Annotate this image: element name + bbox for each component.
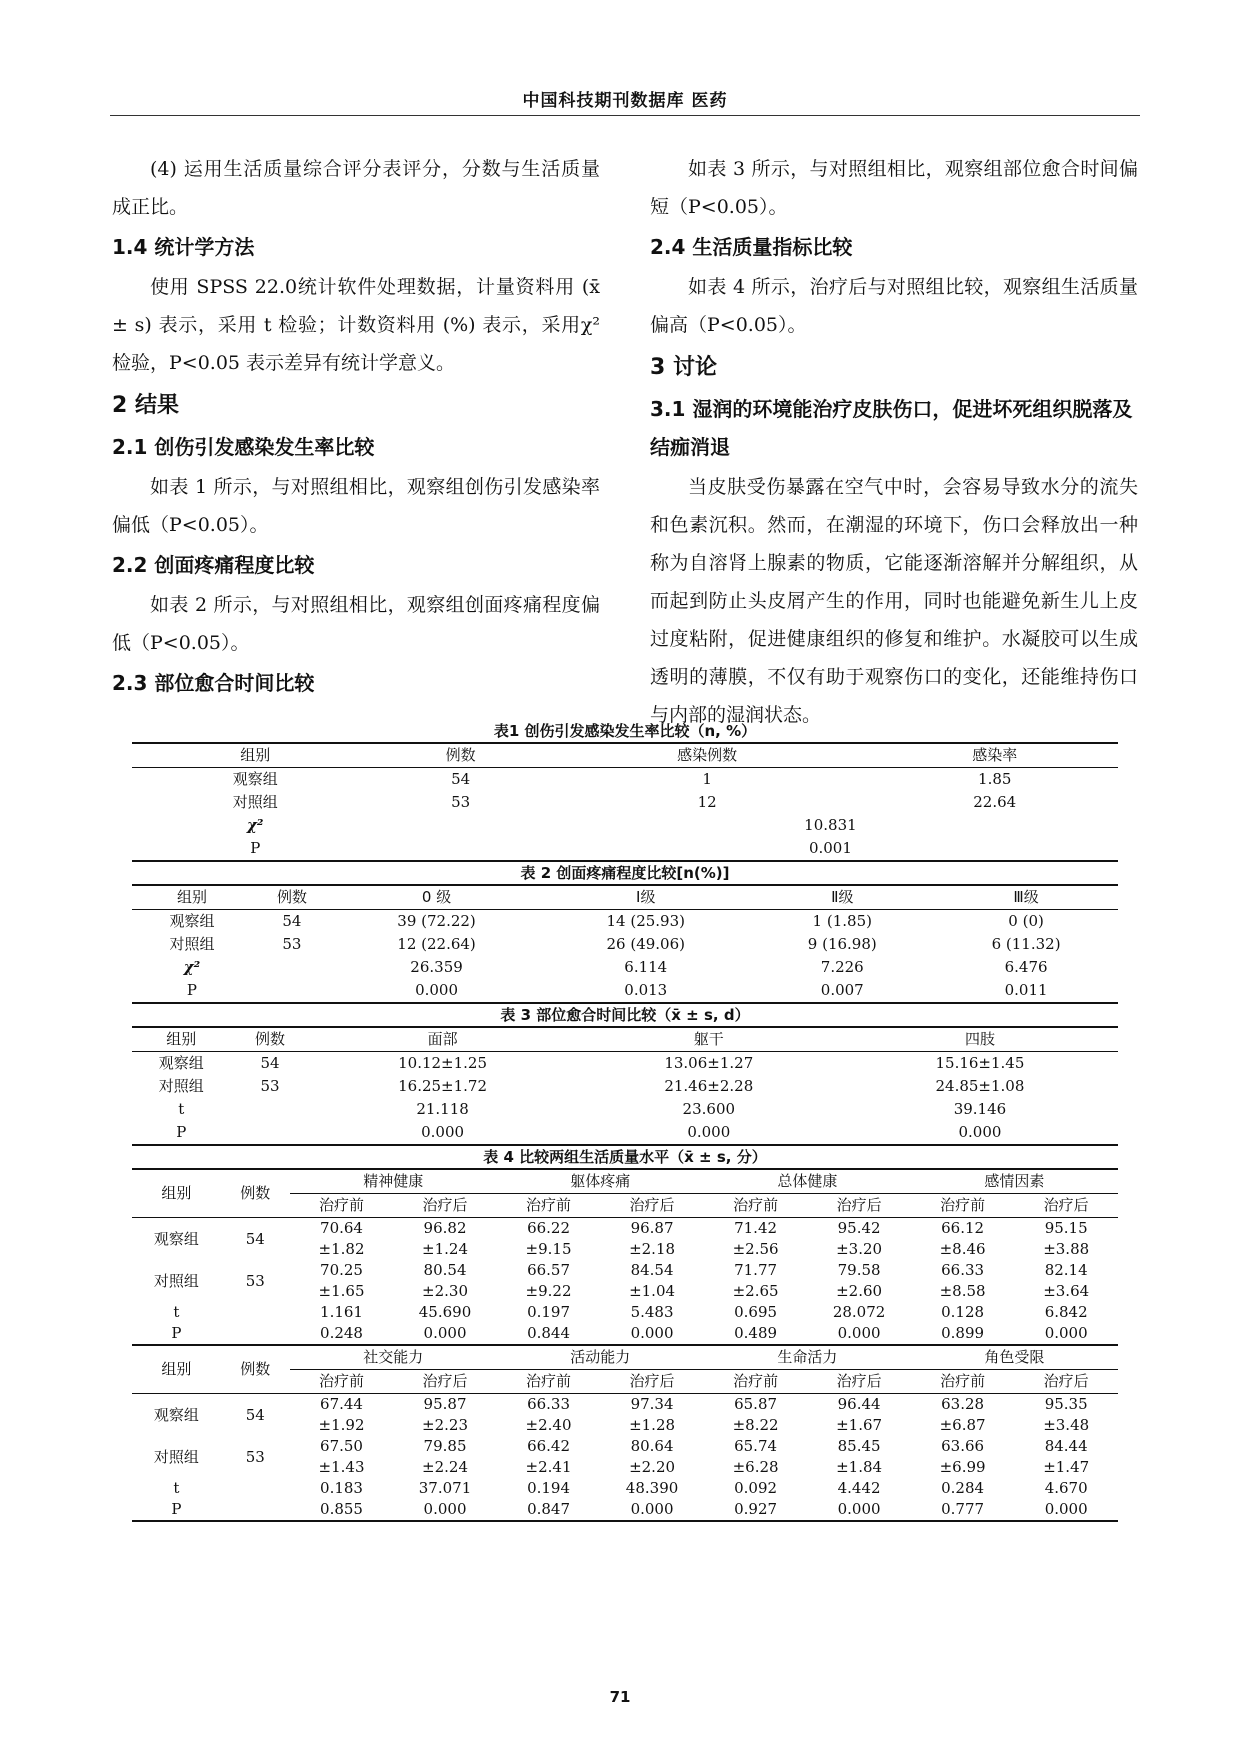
table-header: Ⅲ级 [934, 885, 1118, 910]
table-cell: 0.013 [541, 979, 750, 1003]
table-cell: 7.226 [820, 958, 864, 976]
table-cell: ±2.65 [732, 1282, 779, 1300]
table-cell: 95.87 [423, 1395, 467, 1413]
table-cell: 66.57 [527, 1261, 571, 1279]
table-cell: χ² [247, 816, 264, 834]
table-cell: 80.54 [423, 1261, 467, 1279]
table-cell: 治疗前 [290, 1194, 394, 1218]
table-cell: 0.284 [941, 1479, 985, 1497]
table-cell: 感情因素 [911, 1169, 1118, 1194]
left-column [112, 150, 600, 704]
table-header: Ⅰ级 [541, 885, 750, 910]
table-cell: 治疗后 [807, 1370, 911, 1394]
table-header: 组别 [132, 1027, 231, 1052]
table-row [132, 1478, 1118, 1499]
table-cell: 28.072 [832, 1303, 886, 1321]
paragraph: 如表 2 所示，与对照组相比，观察组创面疼痛程度偏低（P<0.05）。 [112, 594, 600, 654]
table-cell [252, 956, 332, 979]
table-cell: 0.844 [527, 1324, 571, 1342]
table-cell: 24.85±1.08 [935, 1077, 1025, 1095]
table-cell: 45.690 [418, 1303, 472, 1321]
table-caption: 表 4 比较两组生活质量水平（x̄ ± s, 分） [483, 1148, 767, 1166]
table-cell: 对照组 [169, 935, 215, 953]
table-cell: 观察组 [232, 770, 278, 788]
table-cell: 4.670 [1044, 1479, 1088, 1497]
table-cell [252, 979, 332, 1003]
paragraph: 如表 1 所示，与对照组相比，观察组创伤引发感染率偏低（P<0.05）。 [112, 476, 600, 536]
table-cell: 组别 [132, 1169, 221, 1218]
table-header: 四肢 [842, 1027, 1118, 1052]
table-row [132, 1075, 1118, 1098]
right-column [650, 150, 1138, 734]
table-cell: 67.50 [320, 1437, 363, 1455]
table-cell: ±1.92 [318, 1416, 365, 1434]
table-cell: 66.42 [527, 1437, 571, 1455]
table-header-row [132, 1169, 1118, 1194]
table-cell: ±3.20 [836, 1240, 883, 1258]
table-cell: 1 (1.85) [812, 912, 872, 930]
table-cell: 79.85 [423, 1437, 467, 1455]
table-cell: χ² [183, 958, 201, 976]
table-cell: 治疗前 [497, 1194, 601, 1218]
table-cell: 0.000 [837, 1324, 881, 1342]
table-cell: 0.000 [332, 979, 541, 1003]
table-cell: ±9.22 [525, 1282, 572, 1300]
table-cell: ±6.87 [939, 1416, 986, 1434]
table-cell: 治疗前 [290, 1370, 394, 1394]
table-header: 感染例数 [543, 743, 872, 768]
paragraph: 当皮肤受伤暴露在空气中时，会容易导致水分的流失和色素沉积。然而，在潮湿的环境下，伤口会释放出一种称为自溶肾上腺素的物质，它能逐渐溶解并分解组织，从而起到防止头皮屑产生的作用，同时也能避免新生儿上皮过度粘附，促进健康组织的修复和维护。水凝胶可以生成透明的薄膜，不仅有助于观察伤口的变化，还能维持伤口与内部的湿润状态。 [650, 476, 1138, 726]
table-cell: 0.000 [842, 1121, 1118, 1145]
table-cell: ±2.41 [525, 1458, 572, 1476]
table-cell: 0.001 [543, 837, 1118, 861]
table-cell: 0.000 [393, 1499, 497, 1521]
table-header: 例数 [252, 885, 332, 910]
table-header-row [132, 1345, 1118, 1370]
table-cell: 1 [702, 770, 712, 788]
table-cell: 96.82 [423, 1219, 467, 1237]
table-cell: ±8.46 [939, 1240, 986, 1258]
table-cell: 0.092 [734, 1479, 778, 1497]
table-cell: 治疗后 [1014, 1194, 1118, 1218]
table-cell: 对照组 [158, 1077, 204, 1095]
table-cell: 21.118 [416, 1100, 469, 1118]
table-cell: 角色受限 [911, 1345, 1118, 1370]
table-cell: 84.44 [1044, 1437, 1088, 1455]
table-cell: 例数 [221, 1345, 290, 1394]
table-row [132, 1499, 1118, 1521]
section-heading: 2.2 创面疼痛程度比较 [112, 553, 315, 577]
table-cell: 66.12 [941, 1219, 985, 1237]
table-cell: ±1.47 [1043, 1458, 1090, 1476]
table-row [132, 1394, 1118, 1416]
table-row [132, 791, 1118, 814]
table-row [132, 1218, 1118, 1240]
table-cell: 1.85 [978, 770, 1012, 788]
paragraph: 如表 3 所示，与对照组相比，观察组部位愈合时间偏短（P<0.05）。 [650, 158, 1138, 218]
table-cell: 0.248 [320, 1324, 363, 1342]
table-cell: 96.87 [630, 1219, 674, 1237]
table-cell: 治疗前 [704, 1370, 808, 1394]
table-cell: ±1.24 [422, 1240, 468, 1258]
table-cell: 躯体疼痛 [497, 1169, 704, 1194]
table-cell: 0.847 [497, 1499, 601, 1521]
table-cell: P [132, 1499, 221, 1521]
table-cell: 48.390 [625, 1479, 679, 1497]
journal-header: 中国科技期刊数据库 医药 [522, 91, 728, 111]
table-cell: 治疗后 [807, 1194, 911, 1218]
table-header: Ⅱ级 [750, 885, 934, 910]
table-quality-of-life [132, 1168, 1118, 1522]
table-header: 面部 [309, 1027, 575, 1052]
table-cell: P [132, 979, 252, 1003]
table-cell: 37.071 [418, 1479, 472, 1497]
table-cell: 0.011 [934, 979, 1118, 1003]
table-cell: 16.25±1.72 [398, 1077, 488, 1095]
table-cell: ±6.99 [939, 1458, 986, 1476]
table-cell: ±2.23 [422, 1416, 468, 1434]
paragraph: (4) 运用生活质量综合评分表评分，分数与生活质量成正比。 [112, 158, 600, 218]
table-cell: 14 (25.93) [606, 912, 686, 930]
table-row [132, 956, 1118, 979]
table-cell: 23.600 [682, 1100, 736, 1118]
table-row [132, 768, 1118, 792]
table-infection-rate [132, 742, 1118, 862]
table-cell: ±1.28 [629, 1416, 676, 1434]
table-cell: 0.007 [750, 979, 934, 1003]
table-cell: 0.855 [290, 1499, 394, 1521]
table-cell: ±2.40 [525, 1416, 572, 1434]
table-cell: 12 (22.64) [397, 935, 476, 953]
table-cell: 观察组 [153, 1405, 199, 1424]
table-cell: 0 (0) [1008, 912, 1044, 930]
table-header: 例数 [379, 743, 543, 768]
table-cell: 对照组 [232, 793, 278, 811]
table-cell: 21.46±2.28 [664, 1077, 754, 1095]
table-cell: 96.44 [837, 1395, 881, 1413]
table-cell: 63.28 [941, 1395, 985, 1413]
table-cell: 0.000 [630, 1324, 674, 1342]
table-cell: 0.927 [704, 1499, 808, 1521]
table-cell: 治疗前 [704, 1194, 808, 1218]
table-cell: 95.35 [1044, 1395, 1088, 1413]
section-heading: 2.4 生活质量指标比较 [650, 235, 853, 259]
table-cell: 治疗前 [911, 1370, 1015, 1394]
table-cell: 观察组 [153, 1229, 199, 1248]
table-cell: ±1.65 [318, 1282, 365, 1300]
table-cell: ±2.20 [629, 1458, 676, 1476]
table-cell: 54 [245, 1405, 265, 1424]
section-heading: 3 讨论 [650, 355, 717, 380]
table-cell: 1.161 [320, 1303, 363, 1321]
table-row [132, 837, 1118, 861]
table-cell: 6 (11.32) [991, 935, 1061, 953]
table-cell: 0.194 [527, 1479, 571, 1497]
table-cell: 0.000 [423, 1324, 467, 1342]
table-header: 感染率 [871, 743, 1118, 768]
table-cell: ±8.58 [939, 1282, 986, 1300]
table-cell: 观察组 [158, 1054, 204, 1072]
table-cell: P [132, 1121, 231, 1145]
table-cell: t [173, 1303, 180, 1321]
table-cell: 6.842 [1044, 1303, 1088, 1321]
table-cell: 54 [282, 912, 302, 930]
table-cell: 70.64 [320, 1219, 363, 1237]
table-cell: 26.359 [410, 958, 463, 976]
table-cell: 54 [260, 1054, 280, 1072]
table-cell: ±1.43 [318, 1458, 365, 1476]
table-cell: 71.42 [734, 1219, 778, 1237]
table-cell: 观察组 [169, 912, 215, 930]
table-cell: 70.25 [320, 1261, 363, 1279]
table-cell [231, 1098, 310, 1121]
table-cell: 53 [245, 1447, 265, 1466]
table-cell: 对照组 [153, 1271, 199, 1290]
table-cell: ±2.56 [732, 1240, 779, 1258]
table-cell: ±3.64 [1043, 1282, 1090, 1300]
table-cell: 66.33 [941, 1261, 985, 1279]
table-cell: 9 (16.98) [807, 935, 877, 953]
table-cell: 66.22 [527, 1219, 571, 1237]
table-cell: 10.831 [804, 816, 857, 834]
page-number: 71 [609, 1688, 631, 1706]
table-cell: 治疗后 [600, 1194, 704, 1218]
table-cell: 53 [282, 935, 302, 953]
table-cell: 0.000 [600, 1499, 704, 1521]
table-header: 组别 [132, 885, 252, 910]
table-header: 例数 [231, 1027, 310, 1052]
table-caption: 表 2 创面疼痛程度比较[n(%)] [520, 864, 730, 882]
table-cell: 4.442 [837, 1479, 881, 1497]
table-cell: 5.483 [630, 1303, 674, 1321]
tables-area [132, 720, 1118, 1522]
table-row [132, 910, 1118, 934]
section-heading: 2.1 创伤引发感染发生率比较 [112, 435, 375, 459]
table-cell: ±3.48 [1043, 1416, 1090, 1434]
table-cell: ±1.67 [836, 1416, 883, 1434]
table-caption: 表 3 部位愈合时间比较（x̄ ± s, d） [500, 1006, 750, 1024]
table-cell: P [171, 1324, 182, 1342]
table-cell: 82.14 [1044, 1261, 1088, 1279]
table-cell: 6.114 [624, 958, 668, 976]
table-cell: 53 [260, 1077, 280, 1095]
table-cell: 67.44 [320, 1395, 363, 1413]
table-cell: 0.000 [576, 1121, 842, 1145]
table-cell: 总体健康 [704, 1169, 911, 1194]
table-header: 躯干 [576, 1027, 842, 1052]
table-cell: ±1.04 [629, 1282, 676, 1300]
table-cell: 生命活力 [704, 1345, 911, 1370]
table-cell [231, 1121, 310, 1145]
table-cell: 社交能力 [290, 1345, 497, 1370]
table-cell: 0.899 [941, 1324, 985, 1342]
table-row [132, 1260, 1118, 1281]
table-cell: 53 [245, 1271, 265, 1290]
table-row [132, 1302, 1118, 1323]
table-cell: 65.87 [734, 1395, 778, 1413]
section-heading: 1.4 统计学方法 [112, 235, 255, 259]
table-row [132, 1052, 1118, 1076]
table-row [132, 1323, 1118, 1345]
table-cell: 治疗后 [393, 1194, 497, 1218]
table-cell: 0.000 [1014, 1499, 1118, 1521]
table-cell: 10.12±1.25 [398, 1054, 488, 1072]
table-cell: 15.16±1.45 [935, 1054, 1025, 1072]
table-cell: ±2.30 [422, 1282, 468, 1300]
table-cell: ±8.22 [732, 1416, 779, 1434]
table-pain-degree [132, 884, 1118, 1004]
table-header: 组别 [132, 743, 379, 768]
table-cell: 0.489 [734, 1324, 778, 1342]
header-rule [110, 115, 1140, 116]
table-cell: 13.06±1.27 [664, 1054, 754, 1072]
table-cell: 53 [451, 793, 471, 811]
table-cell: 71.77 [734, 1261, 778, 1279]
paragraph: 使用 SPSS 22.0统计软件处理数据，计量资料用 (x̄ ± s) 表示，采用 t 检验；计数资料用 (%) 表示，采用χ²检验，P<0.05 表示差异有统计学意义。 [112, 276, 600, 374]
table-row [132, 1436, 1118, 1457]
table-cell: P [132, 837, 379, 861]
table-cell: 95.15 [1044, 1219, 1088, 1237]
table-cell: 例数 [221, 1169, 290, 1218]
table-cell: ±2.24 [422, 1458, 468, 1476]
table-cell: 39.146 [953, 1100, 1007, 1118]
table-row [132, 933, 1118, 956]
table-caption: 表1 创伤引发感染发生率比较（n, %） [493, 722, 757, 740]
table-cell: 6.476 [1004, 958, 1048, 976]
table-cell: 治疗前 [911, 1194, 1015, 1218]
table-cell: 39 (72.22) [397, 912, 476, 930]
table-cell: 治疗后 [600, 1370, 704, 1394]
table-cell: 63.66 [941, 1437, 985, 1455]
table-cell: 66.33 [527, 1395, 571, 1413]
table-cell: 79.58 [837, 1261, 881, 1279]
table-cell: ±6.28 [732, 1458, 779, 1476]
table-cell: 0.183 [320, 1479, 363, 1497]
table-cell: ±2.60 [836, 1282, 883, 1300]
table-cell: 54 [245, 1229, 265, 1248]
table-cell: 54 [451, 770, 471, 788]
table-cell: 0.000 [309, 1121, 575, 1145]
table-cell: 85.45 [837, 1437, 881, 1455]
table-cell: ±2.18 [629, 1240, 676, 1258]
table-cell: 治疗后 [1014, 1370, 1118, 1394]
table-cell: t [178, 1100, 185, 1118]
table-header: 0 级 [332, 885, 541, 910]
table-cell: 0.128 [941, 1303, 985, 1321]
table-cell: t [173, 1479, 180, 1497]
table-cell: 治疗后 [393, 1370, 497, 1394]
table-cell: ±3.88 [1043, 1240, 1090, 1258]
table-cell: 26 (49.06) [606, 935, 686, 953]
table-cell: 22.64 [973, 793, 1017, 811]
table-row [132, 1121, 1118, 1145]
table-cell: 对照组 [153, 1447, 199, 1466]
table-cell: 0.695 [734, 1303, 778, 1321]
table-cell: 0.000 [1044, 1324, 1088, 1342]
table-row [132, 979, 1118, 1003]
table-cell: 65.74 [734, 1437, 778, 1455]
table-cell: 12 [697, 793, 717, 811]
table-cell: 80.64 [630, 1437, 674, 1455]
table-cell: ±1.84 [836, 1458, 883, 1476]
table-cell: 0.777 [911, 1499, 1015, 1521]
table-row [132, 1098, 1118, 1121]
table-cell: 0.197 [527, 1303, 571, 1321]
section-heading: 3.1 湿润的环境能治疗皮肤伤口，促进坏死组织脱落及结痂消退 [650, 397, 1133, 459]
table-cell: 精神健康 [290, 1169, 497, 1194]
table-row [132, 814, 1118, 837]
table-cell: 活动能力 [497, 1345, 704, 1370]
section-heading: 2.3 部位愈合时间比较 [112, 671, 315, 695]
table-cell: 治疗前 [497, 1370, 601, 1394]
table-cell: 0.000 [807, 1499, 911, 1521]
section-heading: 2 结果 [112, 393, 179, 418]
table-cell: 97.34 [630, 1395, 674, 1413]
table-cell: 95.42 [837, 1219, 881, 1237]
table-cell: ±9.15 [525, 1240, 572, 1258]
paragraph: 如表 4 所示，治疗后与对照组比较，观察组生活质量偏高（P<0.05）。 [650, 276, 1138, 336]
table-cell: ±1.82 [318, 1240, 365, 1258]
table-cell: 组别 [132, 1345, 221, 1394]
table-cell: 84.54 [630, 1261, 674, 1279]
table-healing-time [132, 1026, 1118, 1146]
